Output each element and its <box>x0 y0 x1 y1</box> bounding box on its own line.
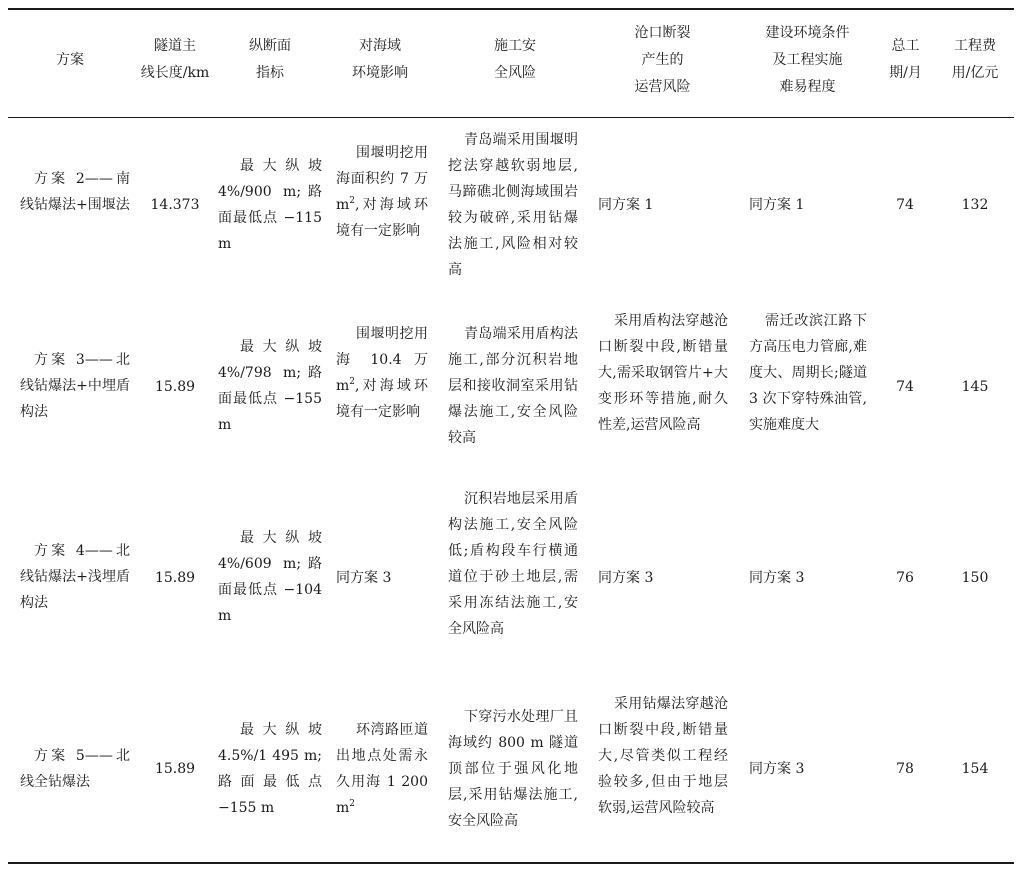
header-period: 总工 期/月 <box>889 38 922 81</box>
cell-cost: 154 <box>961 761 989 777</box>
cell-cost: 150 <box>961 570 989 586</box>
cell-construction-risk: 沉积岩地层采用盾构法施工,安全风险低;盾构段车行横通道位于砂土地层,需采用冻结法施工,安全风险高 <box>448 491 578 637</box>
cell-profile: 最大纵坡 4%/609 m;路面最低点 −104 m <box>218 530 322 624</box>
cell-fault-risk: 采用钻爆法穿越沧口断裂中段,断错量大,尽管类似工程经验较多,但由于地层软弱,运营风险较高 <box>598 696 728 816</box>
cell-marine-impact: 围堰明挖用海面积约 7 万 $m^2$,对海域环境有一定影响 <box>336 145 428 239</box>
cell-construction-risk: 青岛端采用盾构法施工,部分沉积岩地层和接收洞室采用钻爆法施工,安全风险较高 <box>448 326 578 446</box>
cell-scheme: 方案 4——北线钻爆法+浅埋盾构法 <box>20 543 130 611</box>
cell-fault-risk: 同方案 1 <box>598 197 654 213</box>
table-header-rule <box>8 117 1014 118</box>
cell-length: 14.373 <box>150 197 200 213</box>
cell-environment: 同方案 3 <box>749 761 805 777</box>
cell-fault-risk: 同方案 3 <box>598 570 654 586</box>
cell-period: 78 <box>896 761 914 777</box>
table-top-rule <box>8 8 1014 10</box>
cell-period: 74 <box>896 379 914 395</box>
cell-scheme: 方案 3——北线钻爆法+中埋盾构法 <box>20 352 130 420</box>
header-environment: 建设环境条件 及工程实施 难易程度 <box>765 25 850 95</box>
cell-environment: 同方案 3 <box>749 570 805 586</box>
cell-period: 76 <box>896 570 914 586</box>
header-marine-impact: 对海域 环境影响 <box>352 38 408 81</box>
header-scheme: 方案 <box>56 52 84 68</box>
cell-marine-impact: 围堰明挖用海 10.4 万 $m^2$,对海域环境有一定影响 <box>336 326 428 420</box>
cell-period: 74 <box>896 197 914 213</box>
header-cost: 工程费 用/亿元 <box>951 38 999 81</box>
cell-construction-risk: 青岛端采用围堰明挖法穿越软弱地层,马蹄礁北侧海域围岩较为破碎,采用钻爆法施工,风险相对较高 <box>448 132 578 278</box>
table-bottom-rule <box>8 862 1014 864</box>
cell-profile: 最大纵坡 4.5%/1 495 m;路面最低点 −155 m <box>218 722 322 816</box>
cell-environment: 需迁改滨江路下方高压电力管廊,难度大、周期长;隧道 3 次下穿特殊油管,实施难度大 <box>749 313 867 433</box>
cell-marine-impact: 同方案 3 <box>336 570 392 586</box>
header-profile: 纵断面 指标 <box>249 38 291 81</box>
cell-length: 15.89 <box>154 570 196 586</box>
cell-scheme: 方案 5——北线全钻爆法 <box>20 748 130 790</box>
cell-environment: 同方案 1 <box>749 197 805 213</box>
cell-length: 15.89 <box>154 761 196 777</box>
header-fault-risk: 沧口断裂 产生的 运营风险 <box>634 25 691 95</box>
header-tunnel-length: 隧道主 线长度/km <box>140 38 210 81</box>
cell-fault-risk: 采用盾构法穿越沧口断裂中段,断错量大,需采取钢管片+大变形环等措施,耐久性差,运营风险高 <box>598 313 728 433</box>
cell-marine-impact: 环湾路匝道出地点处需永久用海 1 200 $m^2$ <box>336 722 428 816</box>
cell-profile: 最大纵坡 4%/798 m;路面最低点 −155 m <box>218 339 322 433</box>
cell-construction-risk: 下穿污水处理厂且海域约 800 m 隧道顶部位于强风化地层,采用钻爆法施工,安全风险高 <box>448 709 578 829</box>
cell-length: 15.89 <box>154 379 196 395</box>
cell-cost: 132 <box>961 197 989 213</box>
cell-profile: 最大纵坡 4%/900 m;路面最低点 −115 m <box>218 158 322 252</box>
cell-cost: 145 <box>961 379 989 395</box>
cell-scheme: 方案 2——南线钻爆法+围堰法 <box>20 171 130 213</box>
header-construction-risk: 施工安 全风险 <box>494 38 536 81</box>
